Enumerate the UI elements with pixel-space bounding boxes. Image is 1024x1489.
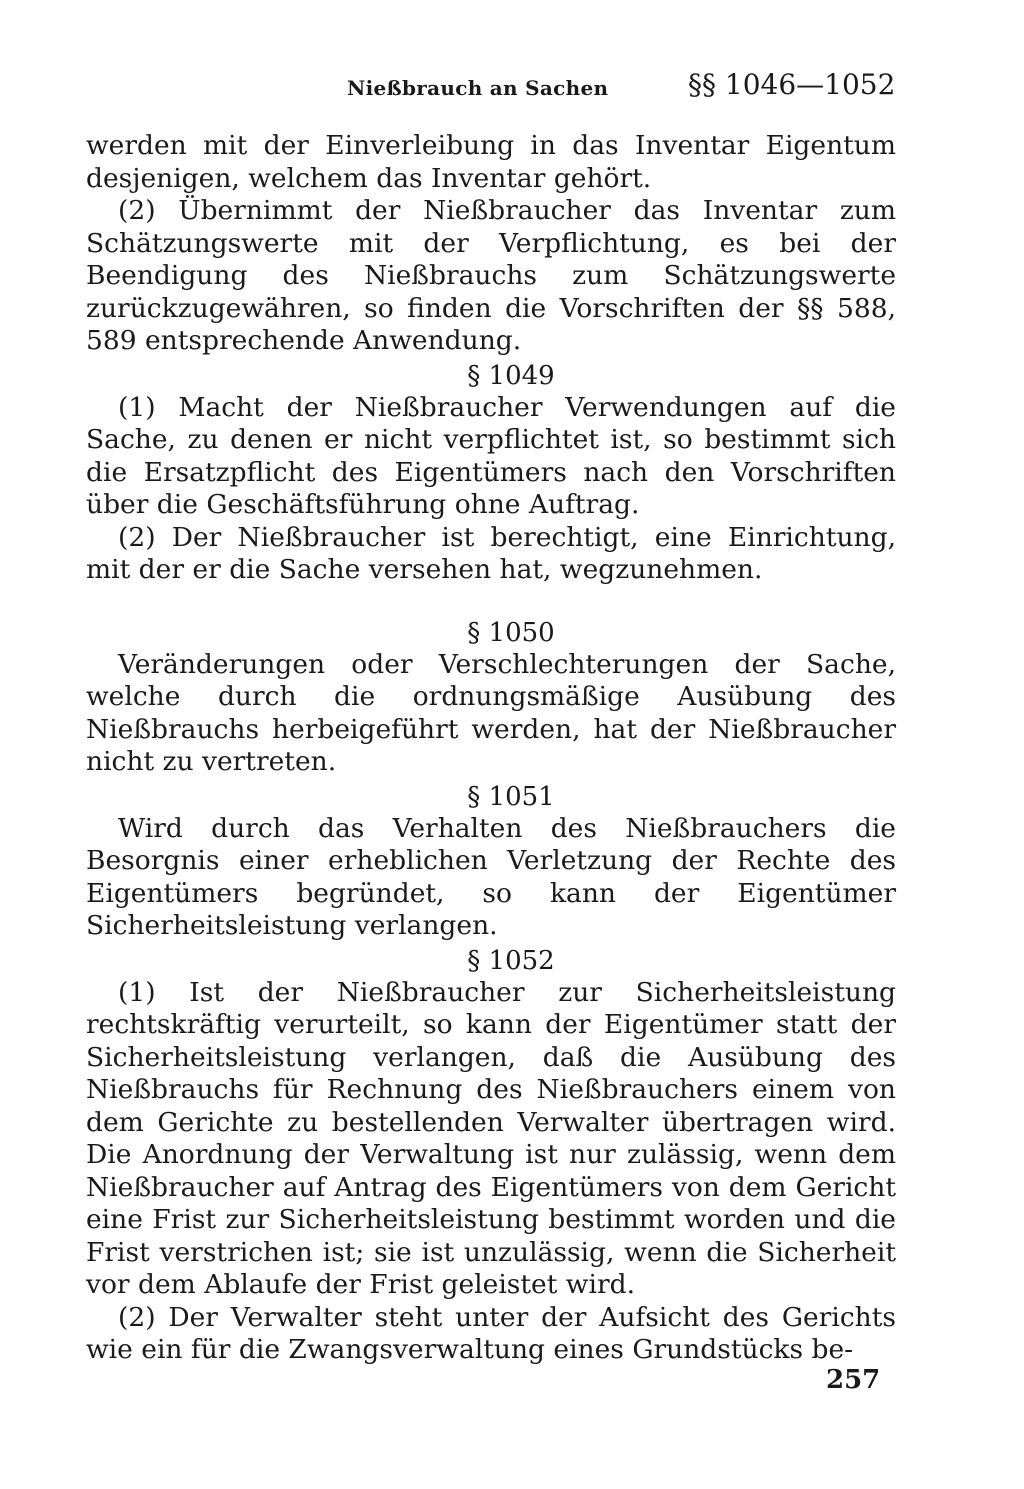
section-heading-1051: § 1051 xyxy=(467,781,555,812)
s1052-paragraph-1: (1) Ist der Nießbraucher zur Sicherheitsleistung rechtskräftig verurteilt, so kann der Eigentümer statt der Sicherheitsleistung verlangen, daß die Ausübung des Nießbrauchs für Rechnung des Nießbrauchers einem von dem Gerichte zu bestellenden Verwalter übertragen wird. Die Anordnung der Verwaltung ist nur zulässig, wenn dem Nießbraucher auf Antrag des Eigentümers von dem Gericht eine Frist zur Sicherheitsleistung bestimmt worden und die Frist verstrichen ist; sie ist unzulässig, wenn die Sicherheit vor dem Ablaufe der Frist geleistet wird. xyxy=(86,976,896,1300)
continuation-paragraph-1: werden mit der Einverleibung in das Inventar Eigentum desjenigen, welchem das Inventar gehört. xyxy=(86,130,896,194)
s1051-paragraph-1: Wird durch das Verhalten des Nießbrauchers die Besorgnis einer erheblichen Verletzung der Rechte des Eigentümers begründet, so kann der Eigentümer Sicherheitsleistung verlangen. xyxy=(86,812,896,941)
s1052-paragraph-2: (2) Der Verwalter steht unter der Aufsicht des Gerichts wie ein für die Zwangsverwaltung eines Grundstücks be- xyxy=(86,1301,896,1365)
s1049-paragraph-1: (1) Macht der Nießbraucher Verwendungen auf die Sache, zu denen er nicht verpflichtet ist, so bestimmt sich die Ersatzpflicht des Eigentümers nach den Vorschriften über die Geschäftsführung ohne Auftrag. xyxy=(86,391,896,520)
continuation-paragraph-2: (2) Übernimmt der Nießbraucher das Inventar zum Schätzungswerte mit der Verpflichtung, es bei der Beendigung des Nießbrauchs zum Schätzungswerte zurückzugewähren, so finden die Vorschriften der §§ 588, 589 entsprechende Anwendung. xyxy=(86,195,896,356)
section-heading-1050: § 1050 xyxy=(467,617,555,648)
section-range: §§ 1046—1052 xyxy=(688,68,896,101)
section-heading-1052: § 1052 xyxy=(467,945,555,976)
page-header xyxy=(0,68,1024,108)
running-head: Nießbrauch an Sachen xyxy=(347,76,609,100)
s1050-paragraph-1: Veränderungen oder Verschlechterungen der Sache, welche durch die ordnungsmäßige Ausübung des Nießbrauchs herbeigeführt werden, hat der Nießbraucher nicht zu vertreten. xyxy=(86,648,896,777)
s1049-paragraph-2: (2) Der Nießbraucher ist berechtigt, eine Einrichtung, mit der er die Sache versehen hat, wegzunehmen. xyxy=(86,521,896,585)
page-body xyxy=(86,130,896,1367)
section-heading-1049: § 1049 xyxy=(467,360,555,391)
page-number: 257 xyxy=(826,1365,881,1395)
